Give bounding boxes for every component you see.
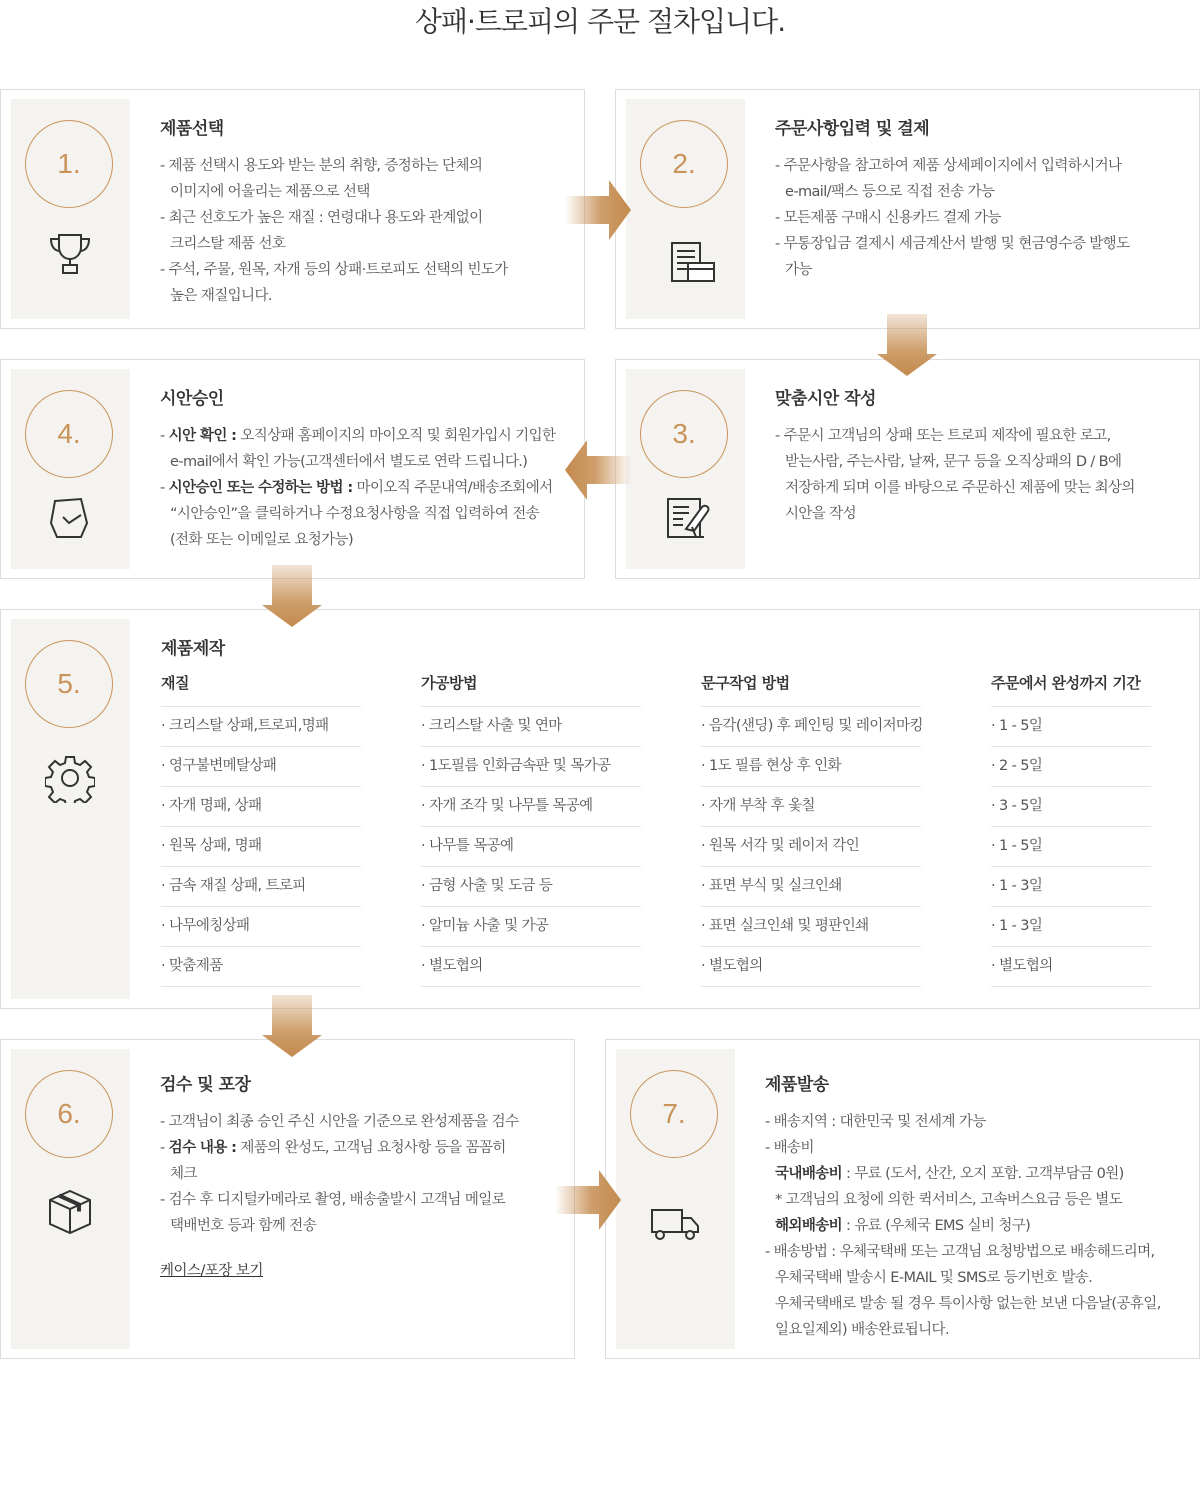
- table-cell: · 크리스탈 상패,트로피,명패: [161, 706, 361, 746]
- table-cell: · 표면 실크인쇄 및 평판인쇄: [701, 906, 921, 946]
- arrow-left-icon: [565, 440, 631, 500]
- step-2-line-2: e-mail/팩스 등으로 직접 전송 가능: [785, 184, 995, 200]
- step-6-line-2: - 검수 내용 : 제품의 완성도, 고객님 요청사항 등을 꼼꼼히: [160, 1140, 506, 1156]
- step-4-number: 4.: [25, 390, 113, 478]
- table-cell: · 1 - 3일: [991, 866, 1151, 906]
- step-4-title: 시안승인: [160, 389, 224, 409]
- step-1-line-5: - 주석, 주물, 원목, 자개 등의 상패·트로피도 선택의 빈도가: [160, 262, 508, 278]
- step-6-text-inspection: 제품의 완성도, 고객님 요청사항 등을 꼼꼼히: [236, 1140, 506, 1156]
- table-cell: · 2 - 5일: [991, 746, 1151, 786]
- table-cell: · 원목 상패, 명패: [161, 826, 361, 866]
- table-cell: · 별도협의: [421, 946, 641, 987]
- step-1-line-6: 높은 재질입니다.: [170, 288, 272, 304]
- column-header: 가공방법: [421, 674, 477, 692]
- table-cell: · 크리스탈 사출 및 연마: [421, 706, 641, 746]
- step-5-title: 제품제작: [161, 639, 225, 659]
- step-3-number: 3.: [640, 390, 728, 478]
- step-5-column-material: [161, 672, 361, 987]
- arrow-right-icon: [565, 180, 631, 240]
- step-6-title: 검수 및 포장: [160, 1075, 251, 1095]
- step-7-line-2: - 배송비: [765, 1140, 814, 1156]
- step-2-sidebar: [626, 99, 745, 319]
- step-6-line-4: - 검수 후 디지털카메라로 촬영, 배송출발시 고객님 메일로: [160, 1192, 506, 1208]
- step-6-content: [160, 1070, 564, 1280]
- step-5-column-engraving: [701, 672, 921, 987]
- step-7-sidebar: [616, 1049, 735, 1349]
- step-6-sidebar: [11, 1049, 130, 1349]
- step-7-line-3: [765, 1161, 1189, 1187]
- step-5-column-duration: [991, 672, 1151, 987]
- step-3-line-2: 받는사람, 주는사람, 날짜, 문구 등을 오직상패의 D / B에: [785, 454, 1122, 470]
- approval-check-icon: [45, 493, 95, 543]
- table-cell: · 1도필름 인화금속판 및 목가공: [421, 746, 641, 786]
- step-4-content: [160, 384, 574, 553]
- step-2-line-1: - 주문사항을 참고하여 제품 상세페이지에서 입력하시거나: [775, 158, 1122, 174]
- table-cell: · 금속 재질 상패, 트로피: [161, 866, 361, 906]
- step-4-line-5: (전화 또는 이메일로 요청가능): [170, 532, 354, 548]
- step-6-line-5: 택배번호 등과 함께 전송: [170, 1218, 317, 1234]
- step-3-line-4: 시안을 작성: [785, 506, 857, 522]
- step-4-text-confirm: 오직상패 홈페이지의 마이오직 및 회원가입시 기입한: [236, 428, 556, 444]
- step-7-line-8: 우체국택배로 발송 될 경우 특이사항 없는한 보낸 다음날(공휴일,: [775, 1296, 1161, 1312]
- table-cell: · 별도협의: [701, 946, 921, 987]
- table-cell: · 알미늄 사출 및 가공: [421, 906, 641, 946]
- step-1-sidebar: [11, 99, 130, 319]
- page-title: 상패·트로피의 주문 절차입니다.: [414, 5, 786, 38]
- step-4-line-4: “시안승인”을 클릭하거나 수정요청사항을 직접 입력하여 전송: [170, 506, 540, 522]
- step-7-label-domestic: 국내배송비: [775, 1166, 843, 1182]
- step-4-label-method: 시안승인 또는 수정하는 방법 :: [168, 480, 353, 496]
- table-cell: · 영구불변메탈상패: [161, 746, 361, 786]
- step-1-line-1: - 제품 선택시 용도와 받는 분의 취향, 증정하는 단체의: [160, 158, 483, 174]
- step-1-number: 1.: [25, 120, 113, 208]
- arrow-down-icon: [262, 565, 322, 627]
- step-3-sidebar: [626, 369, 745, 569]
- table-cell: · 나무틀 목공예: [421, 826, 641, 866]
- package-box-icon: [45, 1187, 95, 1237]
- arrow-right-icon: [555, 1170, 621, 1230]
- table-cell: · 음각(샌딩) 후 페인팅 및 레이저마킹: [701, 706, 921, 746]
- step-3-line-1: - 주문시 고객님의 상패 또는 트로피 제작에 필요한 로고,: [775, 428, 1111, 444]
- table-cell: · 금형 사출 및 도금 등: [421, 866, 641, 906]
- column-header: 주문에서 완성까지 기간: [991, 674, 1141, 692]
- table-cell: · 자개 명패, 상패: [161, 786, 361, 826]
- step-2-line-3: - 모든제품 구매시 신용카드 결제 가능: [775, 210, 1001, 226]
- table-cell: · 원목 서각 및 레이저 각인: [701, 826, 921, 866]
- step-1-content: [160, 114, 574, 309]
- step-7-card: [605, 1039, 1200, 1359]
- step-2-card: [615, 89, 1200, 329]
- step-7-text-overseas: : 유료 (우체국 EMS 실비 청구): [842, 1218, 1031, 1234]
- step-7-line-4: * 고객님의 요청에 의한 퀵서비스, 고속버스요금 등은 별도: [775, 1192, 1123, 1208]
- step-5-column-process: [421, 672, 641, 987]
- step-7-line-6: - 배송방법 : 우체국택배 또는 고객님 요청방법으로 배송해드리며,: [765, 1244, 1155, 1260]
- step-5-sidebar: [11, 619, 130, 999]
- table-cell: · 자개 조각 및 나무틀 목공예: [421, 786, 641, 826]
- step-7-line-9: 일요일제외) 배송완료됩니다.: [775, 1322, 949, 1338]
- table-cell: · 1도 필름 현상 후 인화: [701, 746, 921, 786]
- table-cell: · 별도협의: [991, 946, 1151, 987]
- step-7-text-domestic: : 무료 (도서, 산간, 오지 포함. 고객부담금 0원): [842, 1166, 1124, 1182]
- step-3-card: [615, 359, 1200, 579]
- table-cell: · 맞춤제품: [161, 946, 361, 987]
- table-cell: · 표면 부식 및 실크인쇄: [701, 866, 921, 906]
- step-6-card: [0, 1039, 575, 1359]
- delivery-truck-icon: [650, 1199, 700, 1249]
- step-1-line-3: - 최근 선호도가 높은 재질 : 연령대나 용도와 관계없이: [160, 210, 483, 226]
- step-7-label-overseas: 해외배송비: [775, 1218, 843, 1234]
- step-7-line-5: [765, 1213, 1189, 1239]
- step-1-line-4: 크리스탈 제품 선호: [170, 236, 286, 252]
- gear-icon: [45, 753, 95, 803]
- step-5-number: 5.: [25, 640, 113, 728]
- column-header: 문구작업 방법: [701, 674, 790, 692]
- case-packaging-link[interactable]: 케이스/포장 보기: [160, 1263, 264, 1279]
- step-2-title: 주문사항입력 및 결제: [775, 119, 930, 139]
- document-pen-icon: [664, 493, 714, 543]
- step-6-line-1: - 고객님이 최종 승인 주신 시안을 기준으로 완성제품을 검수: [160, 1114, 519, 1130]
- step-5-content: [161, 634, 1159, 673]
- step-6-number: 6.: [25, 1070, 113, 1158]
- step-1-line-2: 이미지에 어울리는 제품으로 선택: [170, 184, 370, 200]
- table-cell: · 나무에칭상패: [161, 906, 361, 946]
- table-cell: · 3 - 5일: [991, 786, 1151, 826]
- table-cell: · 1 - 3일: [991, 906, 1151, 946]
- step-4-card: [0, 359, 585, 579]
- step-7-content: [765, 1070, 1189, 1343]
- step-7-line-1: - 배송지역 : 대한민국 및 전세계 가능: [765, 1114, 986, 1130]
- step-7-number: 7.: [630, 1070, 718, 1158]
- arrow-down-icon: [877, 314, 937, 376]
- table-cell: · 자개 부착 후 옻칠: [701, 786, 921, 826]
- step-3-line-3: 저장하게 되며 이를 바탕으로 주문하신 제품에 맞는 최상의: [785, 480, 1135, 496]
- step-7-line-7: 우체국택배 발송시 E-MAIL 및 SMS로 등기번호 발송.: [775, 1270, 1093, 1286]
- table-cell: · 1 - 5일: [991, 706, 1151, 746]
- step-2-content: [775, 114, 1189, 283]
- step-3-title: 맞춤시안 작성: [775, 389, 876, 409]
- step-4-sidebar: [11, 369, 130, 569]
- step-2-line-5: 가능: [785, 262, 812, 278]
- step-6-line-3: 체크: [170, 1166, 197, 1182]
- step-7-title: 제품발송: [765, 1075, 829, 1095]
- trophy-icon: [45, 229, 95, 279]
- step-6-label-inspection: 검수 내용 :: [168, 1140, 237, 1156]
- step-5-card: [0, 609, 1200, 1009]
- step-4-label-confirm: 시안 확인 :: [168, 428, 237, 444]
- step-1-card: [0, 89, 585, 329]
- step-4-text-method: 마이오직 주문내역/배송조회에서: [352, 480, 553, 496]
- column-header: 재질: [161, 674, 189, 692]
- step-4-line-2: e-mail에서 확인 가능(고객센터에서 별도로 연락 드립니다.): [170, 454, 528, 470]
- arrow-down-icon: [262, 995, 322, 1057]
- step-1-title: 제품선택: [160, 119, 224, 139]
- payment-card-icon: [668, 239, 718, 289]
- step-3-content: [775, 384, 1189, 527]
- step-2-line-4: - 무통장입금 결제시 세금계산서 발행 및 현금영수증 발행도: [775, 236, 1130, 252]
- step-4-line-3: - 시안승인 또는 수정하는 방법 : 마이오직 주문내역/배송조회에서: [160, 480, 553, 496]
- step-2-number: 2.: [640, 120, 728, 208]
- step-4-line-1: - 시안 확인 : 오직상패 홈페이지의 마이오직 및 회원가입시 기입한: [160, 428, 556, 444]
- table-cell: · 1 - 5일: [991, 826, 1151, 866]
